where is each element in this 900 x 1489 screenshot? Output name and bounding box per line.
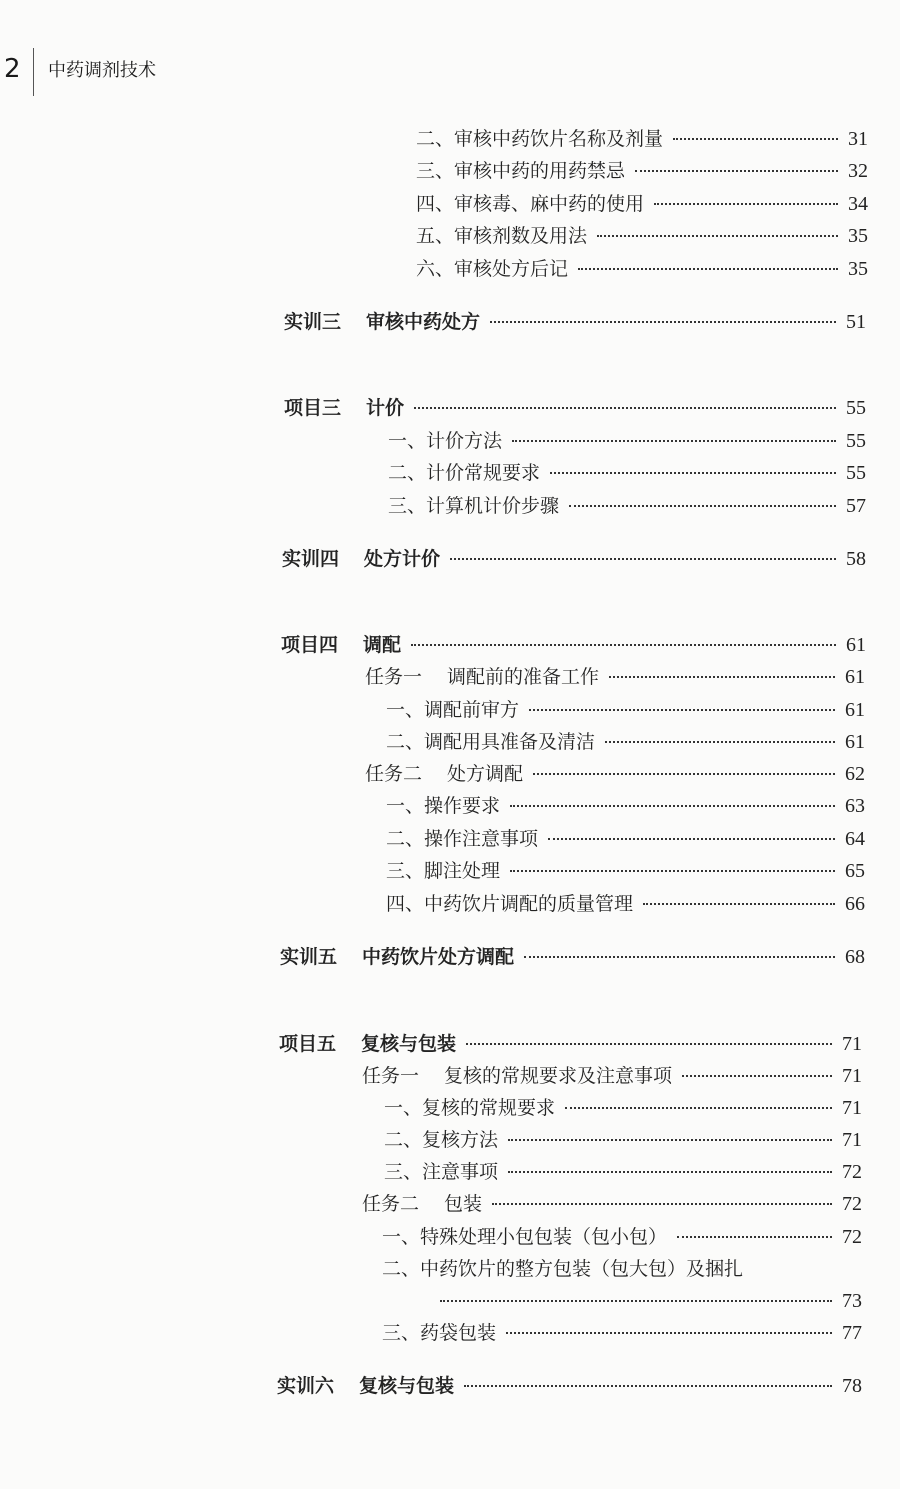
toc-entry-page: 71	[842, 1097, 862, 1119]
toc-entry[interactable]	[386, 826, 865, 852]
toc-entry-page: 57	[846, 495, 866, 517]
toc-entry-page: 66	[845, 893, 865, 915]
toc-task[interactable]	[362, 1191, 862, 1217]
toc-entry[interactable]	[416, 223, 868, 249]
dot-leader	[411, 644, 836, 646]
toc-entry-title: 审核中药处方	[366, 311, 481, 333]
dot-leader	[464, 1385, 832, 1387]
toc-entry-title: 复核与包装	[361, 1033, 457, 1055]
toc-entry-page: 71	[842, 1065, 862, 1087]
toc-entry[interactable]	[382, 1224, 862, 1250]
toc-entry-page: 55	[846, 462, 866, 484]
toc-entry-title: 三、药袋包装	[382, 1322, 497, 1344]
toc-entry-label: 实训五	[280, 946, 338, 968]
toc-entry-title: 调配前的准备工作	[447, 666, 600, 688]
toc-entry-title: 三、注意事项	[384, 1161, 499, 1183]
toc-entry[interactable]	[384, 1159, 862, 1185]
toc-entry-page: 78	[842, 1375, 862, 1397]
toc-entry[interactable]	[386, 793, 865, 819]
toc-entry[interactable]	[386, 697, 865, 723]
toc-entry-title: 三、脚注处理	[386, 860, 501, 882]
dot-leader	[529, 709, 835, 711]
toc-entry[interactable]	[388, 428, 866, 454]
dot-leader	[414, 407, 836, 409]
toc-entry-page: 61	[845, 666, 865, 688]
toc-heading[interactable]	[281, 632, 866, 658]
toc-entry-title: 二、计价常规要求	[388, 462, 541, 484]
toc-entry-page: 61	[846, 634, 866, 656]
dot-leader	[548, 838, 835, 840]
toc-entry-title: 一、计价方法	[388, 430, 503, 452]
toc-entry-title: 复核的常规要求及注意事项	[444, 1065, 673, 1087]
toc-heading[interactable]	[280, 944, 865, 970]
toc-entry-page: 31	[848, 128, 868, 150]
dot-leader	[605, 741, 835, 743]
toc-entry-title: 中药饮片处方调配	[362, 946, 515, 968]
toc-entry-page: 64	[845, 828, 865, 850]
toc-entry-title: 一、调配前审方	[386, 699, 520, 721]
toc-entry[interactable]	[384, 1127, 862, 1153]
toc-entry-page: 61	[845, 731, 865, 753]
toc-entry-page: 58	[846, 548, 866, 570]
toc-entry-label: 项目三	[284, 397, 342, 419]
dot-leader	[565, 1107, 832, 1109]
toc-entry-page: 63	[845, 795, 865, 817]
toc-entry-label: 实训三	[284, 311, 342, 333]
toc-entry-label: 任务一	[362, 1065, 420, 1087]
dot-leader	[508, 1171, 832, 1173]
toc-heading[interactable]	[282, 546, 866, 572]
toc-entry-title: 二、复核方法	[384, 1129, 499, 1151]
toc-entry-title: 复核与包装	[359, 1375, 455, 1397]
toc-entry-title: 六、审核处方后记	[416, 258, 569, 280]
dot-leader	[508, 1139, 832, 1141]
toc-entry-page: 65	[845, 860, 865, 882]
dot-leader	[569, 505, 836, 507]
toc-entry-page: 35	[848, 258, 868, 280]
toc-entry-page: 32	[848, 160, 868, 182]
toc-entry-title: 二、调配用具准备及清洁	[386, 731, 596, 753]
toc-entry[interactable]	[384, 1095, 862, 1121]
toc-entry-title: 二、审核中药饮片名称及剂量	[416, 128, 664, 150]
toc-entry[interactable]	[416, 256, 868, 282]
toc-heading[interactable]	[284, 395, 866, 421]
dot-leader	[677, 1236, 832, 1238]
toc-entry-page: 73	[842, 1290, 862, 1312]
toc-entry[interactable]	[386, 858, 865, 884]
toc-entry-title: 二、中药饮片的整方包装（包大包）及捆扎	[382, 1258, 744, 1280]
dot-leader	[510, 805, 835, 807]
toc-entry-label: 任务二	[365, 763, 423, 785]
toc-entry[interactable]	[416, 126, 868, 152]
toc-entry-label: 项目四	[281, 634, 339, 656]
toc-entry-title: 五、审核剂数及用法	[416, 225, 588, 247]
toc-entry[interactable]	[382, 1320, 862, 1346]
toc-entry-title: 处方调配	[447, 763, 524, 785]
toc-entry-title: 调配	[363, 634, 402, 656]
toc-entry-title: 一、操作要求	[386, 795, 501, 817]
toc-task[interactable]	[365, 664, 865, 690]
toc-entry-label: 实训四	[282, 548, 340, 570]
toc-entry-title: 二、操作注意事项	[386, 828, 539, 850]
toc-entry[interactable]	[388, 493, 866, 519]
toc-entry-title: 处方计价	[364, 548, 441, 570]
toc-entry-page: 72	[842, 1161, 862, 1183]
toc-entry-page: 68	[845, 946, 865, 968]
toc-entry[interactable]	[416, 158, 868, 184]
dot-leader	[492, 1203, 832, 1205]
toc-entry-title: 一、特殊处理小包包装（包小包）	[382, 1226, 668, 1248]
dot-leader	[673, 138, 838, 140]
toc-entry-label: 实训六	[277, 1375, 335, 1397]
dot-leader	[550, 472, 836, 474]
dot-leader	[533, 773, 835, 775]
toc-entry-page: 51	[846, 311, 866, 333]
toc-heading[interactable]	[277, 1373, 862, 1399]
toc-task[interactable]	[362, 1063, 862, 1089]
dot-leader	[440, 1300, 832, 1302]
toc-entry-page: 34	[848, 193, 868, 215]
dot-leader	[524, 956, 835, 958]
toc-entry-page: 77	[842, 1322, 862, 1344]
dot-leader	[510, 870, 835, 872]
toc-entry-label: 任务二	[362, 1193, 420, 1215]
toc-entry-page: 61	[845, 699, 865, 721]
dot-leader	[490, 321, 836, 323]
toc-entry-page: 55	[846, 397, 866, 419]
toc-entry[interactable]	[386, 891, 865, 917]
dot-leader	[506, 1332, 832, 1334]
toc-entry-label: 项目五	[279, 1033, 337, 1055]
toc-entry-page: 71	[842, 1033, 862, 1055]
toc-entry[interactable]	[386, 729, 865, 755]
toc-entry-page: 71	[842, 1129, 862, 1151]
dot-leader	[450, 558, 836, 560]
toc-task[interactable]	[365, 761, 865, 787]
dot-leader	[643, 903, 835, 905]
dot-leader	[609, 676, 835, 678]
toc-entry-title: 计价	[366, 397, 405, 419]
dot-leader	[682, 1075, 832, 1077]
toc-entry[interactable]	[388, 460, 866, 486]
toc-entry[interactable]	[416, 191, 868, 217]
dot-leader	[466, 1043, 832, 1045]
toc-entry-page: 62	[845, 763, 865, 785]
dot-leader	[512, 440, 836, 442]
toc-entry-page: 72	[842, 1226, 862, 1248]
toc-entry-title: 三、计算机计价步骤	[388, 495, 560, 517]
toc-heading[interactable]	[284, 309, 866, 335]
dot-leader	[635, 170, 838, 172]
toc-entry-page: 72	[842, 1193, 862, 1215]
toc-entry-title: 三、审核中药的用药禁忌	[416, 160, 626, 182]
dot-leader	[654, 203, 838, 205]
toc-entry-title: 一、复核的常规要求	[384, 1097, 556, 1119]
toc-entry-page: 35	[848, 225, 868, 247]
toc-heading[interactable]	[279, 1031, 862, 1057]
toc-entry-label: 任务一	[365, 666, 423, 688]
toc-entry-continuation	[440, 1288, 862, 1314]
toc-entry-title: 包装	[444, 1193, 483, 1215]
toc-entry-title: 四、中药饮片调配的质量管理	[386, 893, 634, 915]
toc-entry[interactable]	[382, 1256, 743, 1282]
book-title: 中药调剂技术	[48, 60, 156, 81]
dot-leader	[578, 268, 838, 270]
dot-leader	[597, 235, 838, 237]
toc-entry-page: 55	[846, 430, 866, 452]
page-number: 2	[4, 54, 21, 84]
toc-entry-title: 四、审核毒、麻中药的使用	[416, 193, 645, 215]
